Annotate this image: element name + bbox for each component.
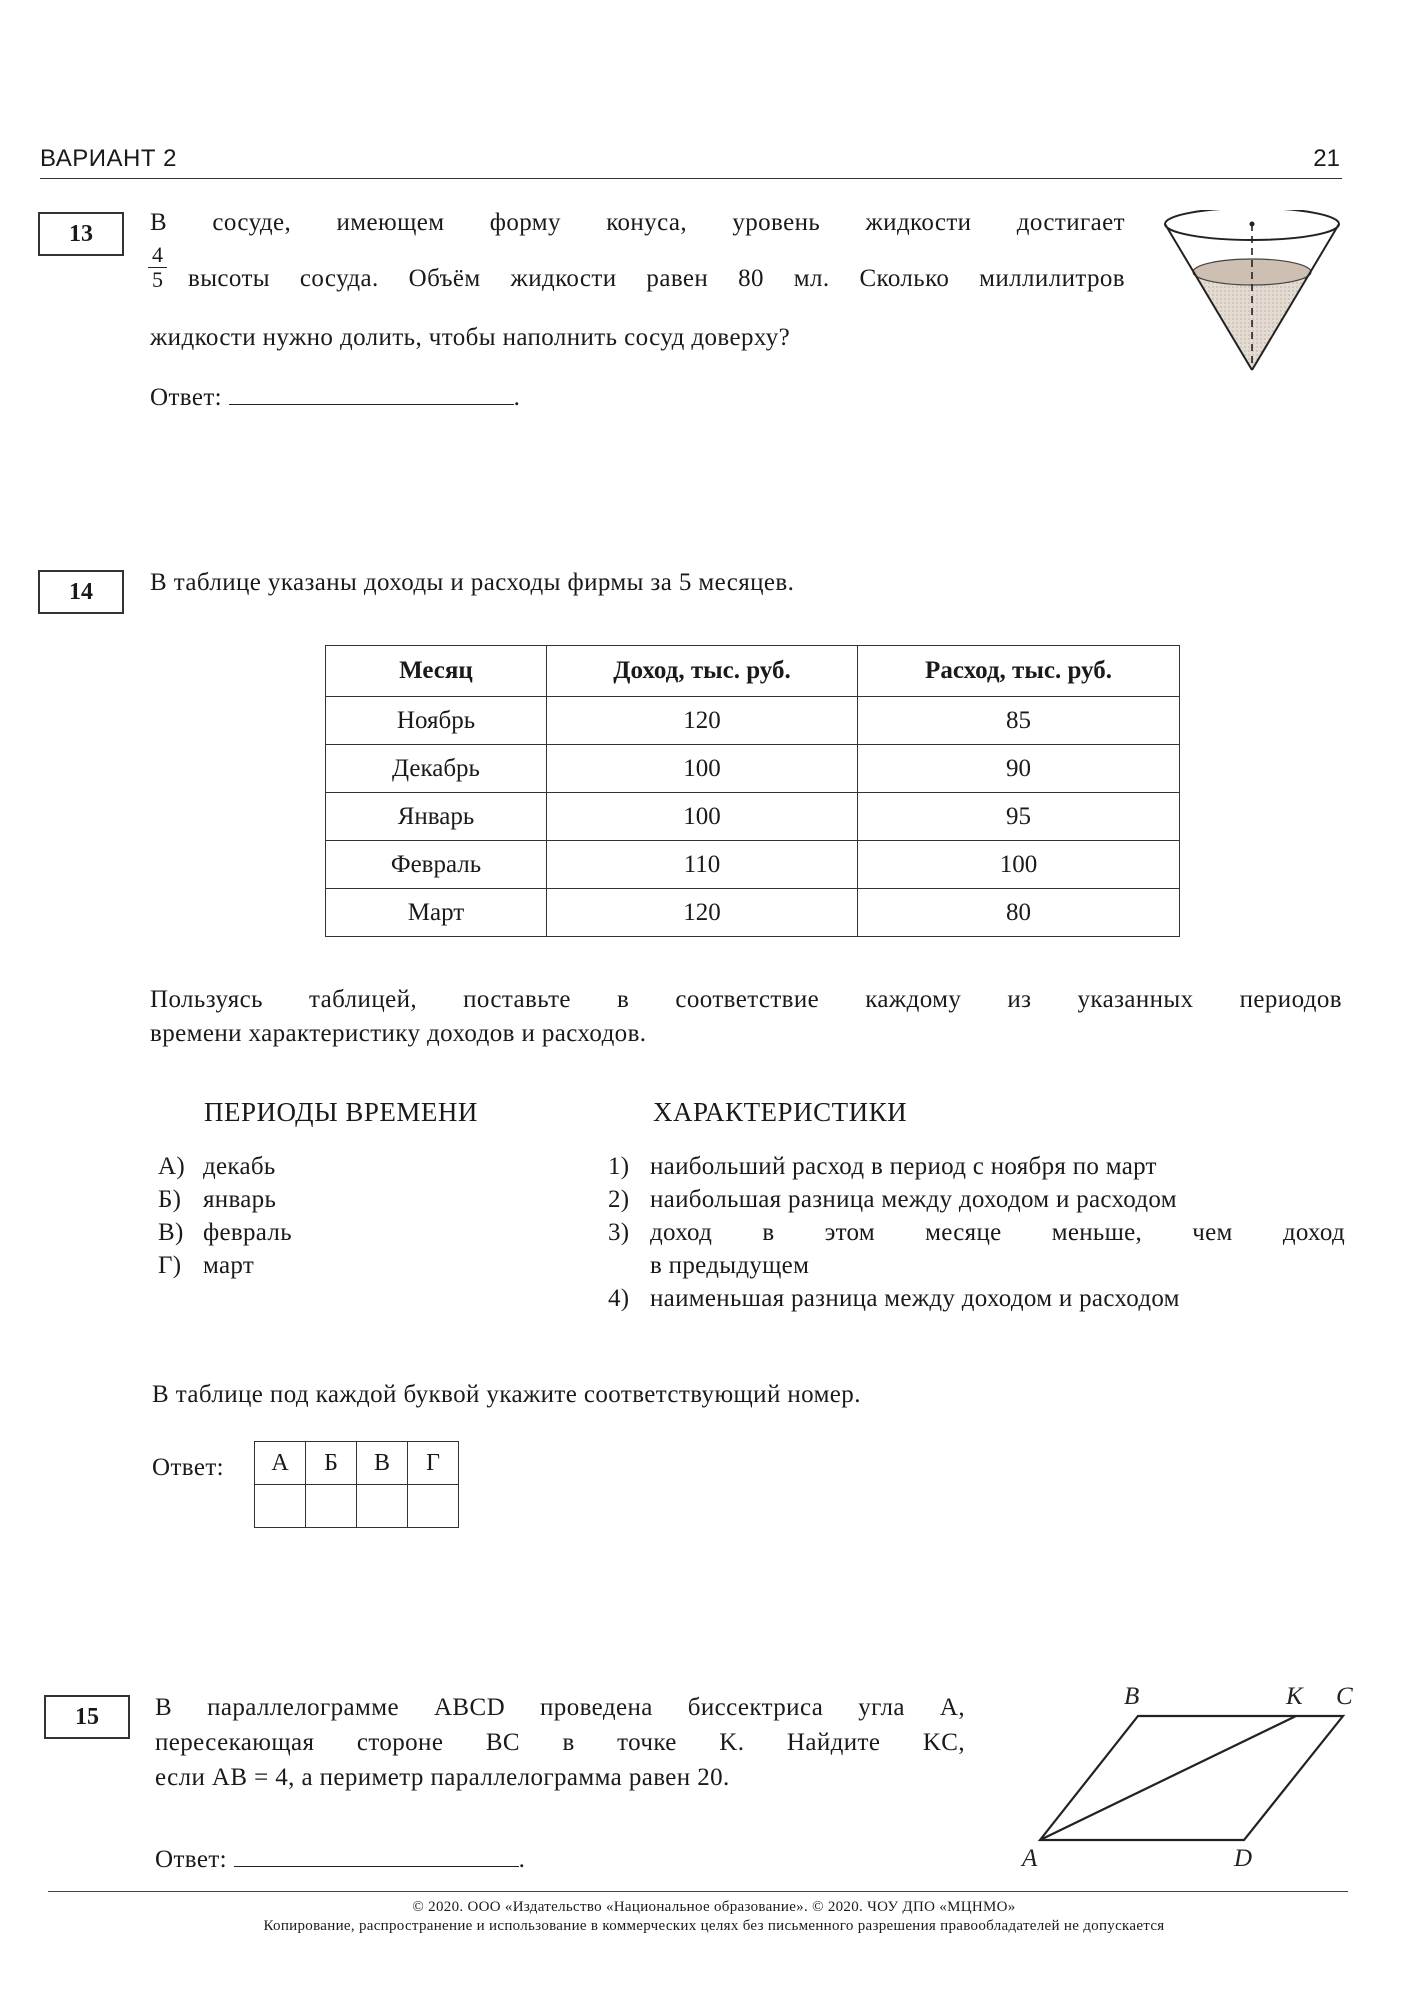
table-cell: 120 <box>547 889 858 937</box>
footer-notice: Копирование, распространение и использование в коммерческих целях без письменного разрешения правообладателей не допускается <box>263 1918 1165 1934</box>
period-text: декабь <box>203 1153 276 1180</box>
table-cell: 95 <box>858 793 1180 841</box>
table-header-cell: Доход, тыс. руб. <box>547 646 858 697</box>
task-14-number: 14 <box>38 570 124 614</box>
table-cell: 110 <box>547 841 858 889</box>
characteristic-text: наименьшая разница между доходом и расходом <box>650 1285 1180 1312</box>
vertex-label-B: B <box>1124 1683 1140 1710</box>
answer-input-line[interactable] <box>234 1840 519 1867</box>
answer-label: Ответ: <box>150 384 223 411</box>
answer-letters-row <box>255 1442 459 1485</box>
period-letter: А) <box>158 1153 185 1180</box>
answer-letter-cell: А <box>255 1442 306 1485</box>
period-item <box>158 1249 254 1282</box>
table-row <box>326 841 1180 889</box>
table-cell: 100 <box>858 841 1180 889</box>
task-14-answer-label: Ответ: <box>152 1454 225 1481</box>
table-row <box>326 745 1180 793</box>
table-row <box>326 889 1180 937</box>
table-row <box>326 697 1180 745</box>
task-13-answer <box>150 378 520 416</box>
page-number: 21 <box>1313 145 1340 172</box>
answer-end: . <box>513 384 521 411</box>
characteristic-number: 4) <box>608 1285 630 1312</box>
characteristic-continuation: в предыдущем <box>650 1252 810 1279</box>
answer-letter-cell: Г <box>408 1442 459 1485</box>
table-cell: 80 <box>858 889 1180 937</box>
task-15-line2: пересекающая стороне BC в точке K. Найдите KC, <box>155 1729 965 1756</box>
characteristic-item <box>608 1183 1348 1216</box>
characteristic-text: доход в этом месяце меньше, чем доход <box>650 1219 1345 1246</box>
answer-end: . <box>518 1846 526 1873</box>
table-header-row <box>326 646 1180 697</box>
vertex-label-C: C <box>1336 1683 1353 1710</box>
answer-label: Ответ: <box>155 1846 228 1873</box>
characteristic-text: наибольшая разница между доходом и расходом <box>650 1186 1177 1213</box>
task-13-line2: высоты сосуда. Объём жидкости равен 80 мл. Сколько миллилитров <box>188 265 1125 292</box>
table-cell: 85 <box>858 697 1180 745</box>
period-letter: Б) <box>158 1186 182 1213</box>
table-cell: 100 <box>547 745 858 793</box>
characteristic-item <box>608 1216 1345 1249</box>
answer-grid <box>254 1441 459 1528</box>
characteristic-item <box>608 1282 1348 1315</box>
vertex-label-A: A <box>1022 1845 1038 1870</box>
characteristic-item <box>608 1150 1348 1183</box>
period-item <box>158 1183 276 1216</box>
answer-input-cell[interactable] <box>408 1485 459 1528</box>
table-cell: 90 <box>858 745 1180 793</box>
parallelogram-shape <box>1040 1716 1343 1840</box>
period-item <box>158 1150 276 1183</box>
answer-input-cell[interactable] <box>306 1485 357 1528</box>
table-cell: Март <box>326 889 547 937</box>
period-text: февраль <box>203 1219 292 1246</box>
task-14-instruction-line2: времени характеристику доходов и расходов. <box>150 1020 647 1047</box>
task-13-fraction <box>148 243 167 292</box>
table-cell: 100 <box>547 793 858 841</box>
answer-input-row <box>255 1485 459 1528</box>
task-13-line3: жидкости нужно долить, чтобы наполнить сосуд доверху? <box>150 324 791 351</box>
table-cell: Январь <box>326 793 547 841</box>
characteristic-number: 1) <box>608 1153 630 1180</box>
task-15-answer <box>155 1840 525 1878</box>
answer-letter-cell: Б <box>306 1442 357 1485</box>
table-cell: Декабрь <box>326 745 547 793</box>
task-15-line3: если AB = 4, а периметр параллелограмма равен 20. <box>155 1764 730 1791</box>
cone-center-point <box>1250 222 1255 227</box>
task-13-line1: В сосуде, имеющем форму конуса, уровень жидкости достигает <box>150 209 1125 236</box>
periods-title: ПЕРИОДЫ ВРЕМЕНИ <box>204 1097 478 1127</box>
period-text: январь <box>203 1186 277 1213</box>
table-cell: Ноябрь <box>326 697 547 745</box>
period-letter: Г) <box>158 1252 182 1279</box>
header-divider <box>40 178 1342 179</box>
characteristics-title: ХАРАКТЕРИСТИКИ <box>653 1097 908 1127</box>
period-letter: В) <box>158 1219 184 1246</box>
answer-input-cell[interactable] <box>357 1485 408 1528</box>
table-cell: 120 <box>547 697 858 745</box>
task-15-number: 15 <box>44 1695 130 1739</box>
fraction-numerator: 4 <box>148 243 167 268</box>
vertex-label-D: D <box>1234 1845 1253 1870</box>
vertex-label-K: K <box>1286 1683 1303 1710</box>
period-text: март <box>203 1252 255 1279</box>
table-header-cell: Расход, тыс. руб. <box>858 646 1180 697</box>
answer-input-cell[interactable] <box>255 1485 306 1528</box>
fraction-denominator: 5 <box>152 267 163 292</box>
table-cell: Февраль <box>326 841 547 889</box>
table-row <box>326 793 1180 841</box>
parallelogram-figure <box>1000 1670 1380 1870</box>
task-15-line1: В параллелограмме ABCD проведена биссектриса угла A, <box>155 1694 965 1721</box>
variant-label: ВАРИАНТ 2 <box>40 145 177 172</box>
task-14-instruction-line1: Пользуясь таблицей, поставьте в соответствие каждому из указанных периодов <box>150 986 1342 1013</box>
table-header-cell: Месяц <box>326 646 547 697</box>
answer-letter-cell: В <box>357 1442 408 1485</box>
task-13-number: 13 <box>38 212 124 256</box>
answer-input-line[interactable] <box>229 378 514 405</box>
characteristic-number: 3) <box>608 1219 630 1246</box>
footer-copyright: © 2020. ООО «Издательство «Национальное образование». © 2020. ЧОУ ДПО «МЦНМО» <box>412 1899 1016 1915</box>
income-expense-table <box>325 645 1180 937</box>
period-item <box>158 1216 292 1249</box>
characteristic-text: наибольший расход в период с ноября по март <box>650 1153 1157 1180</box>
characteristic-number: 2) <box>608 1186 630 1213</box>
task-14-answer-instruction: В таблице под каждой буквой укажите соответствующий номер. <box>152 1381 861 1408</box>
footer-divider <box>48 1891 1348 1892</box>
task-14-intro: В таблице указаны доходы и расходы фирмы за 5 месяцев. <box>150 569 795 596</box>
cone-figure <box>1160 210 1360 380</box>
